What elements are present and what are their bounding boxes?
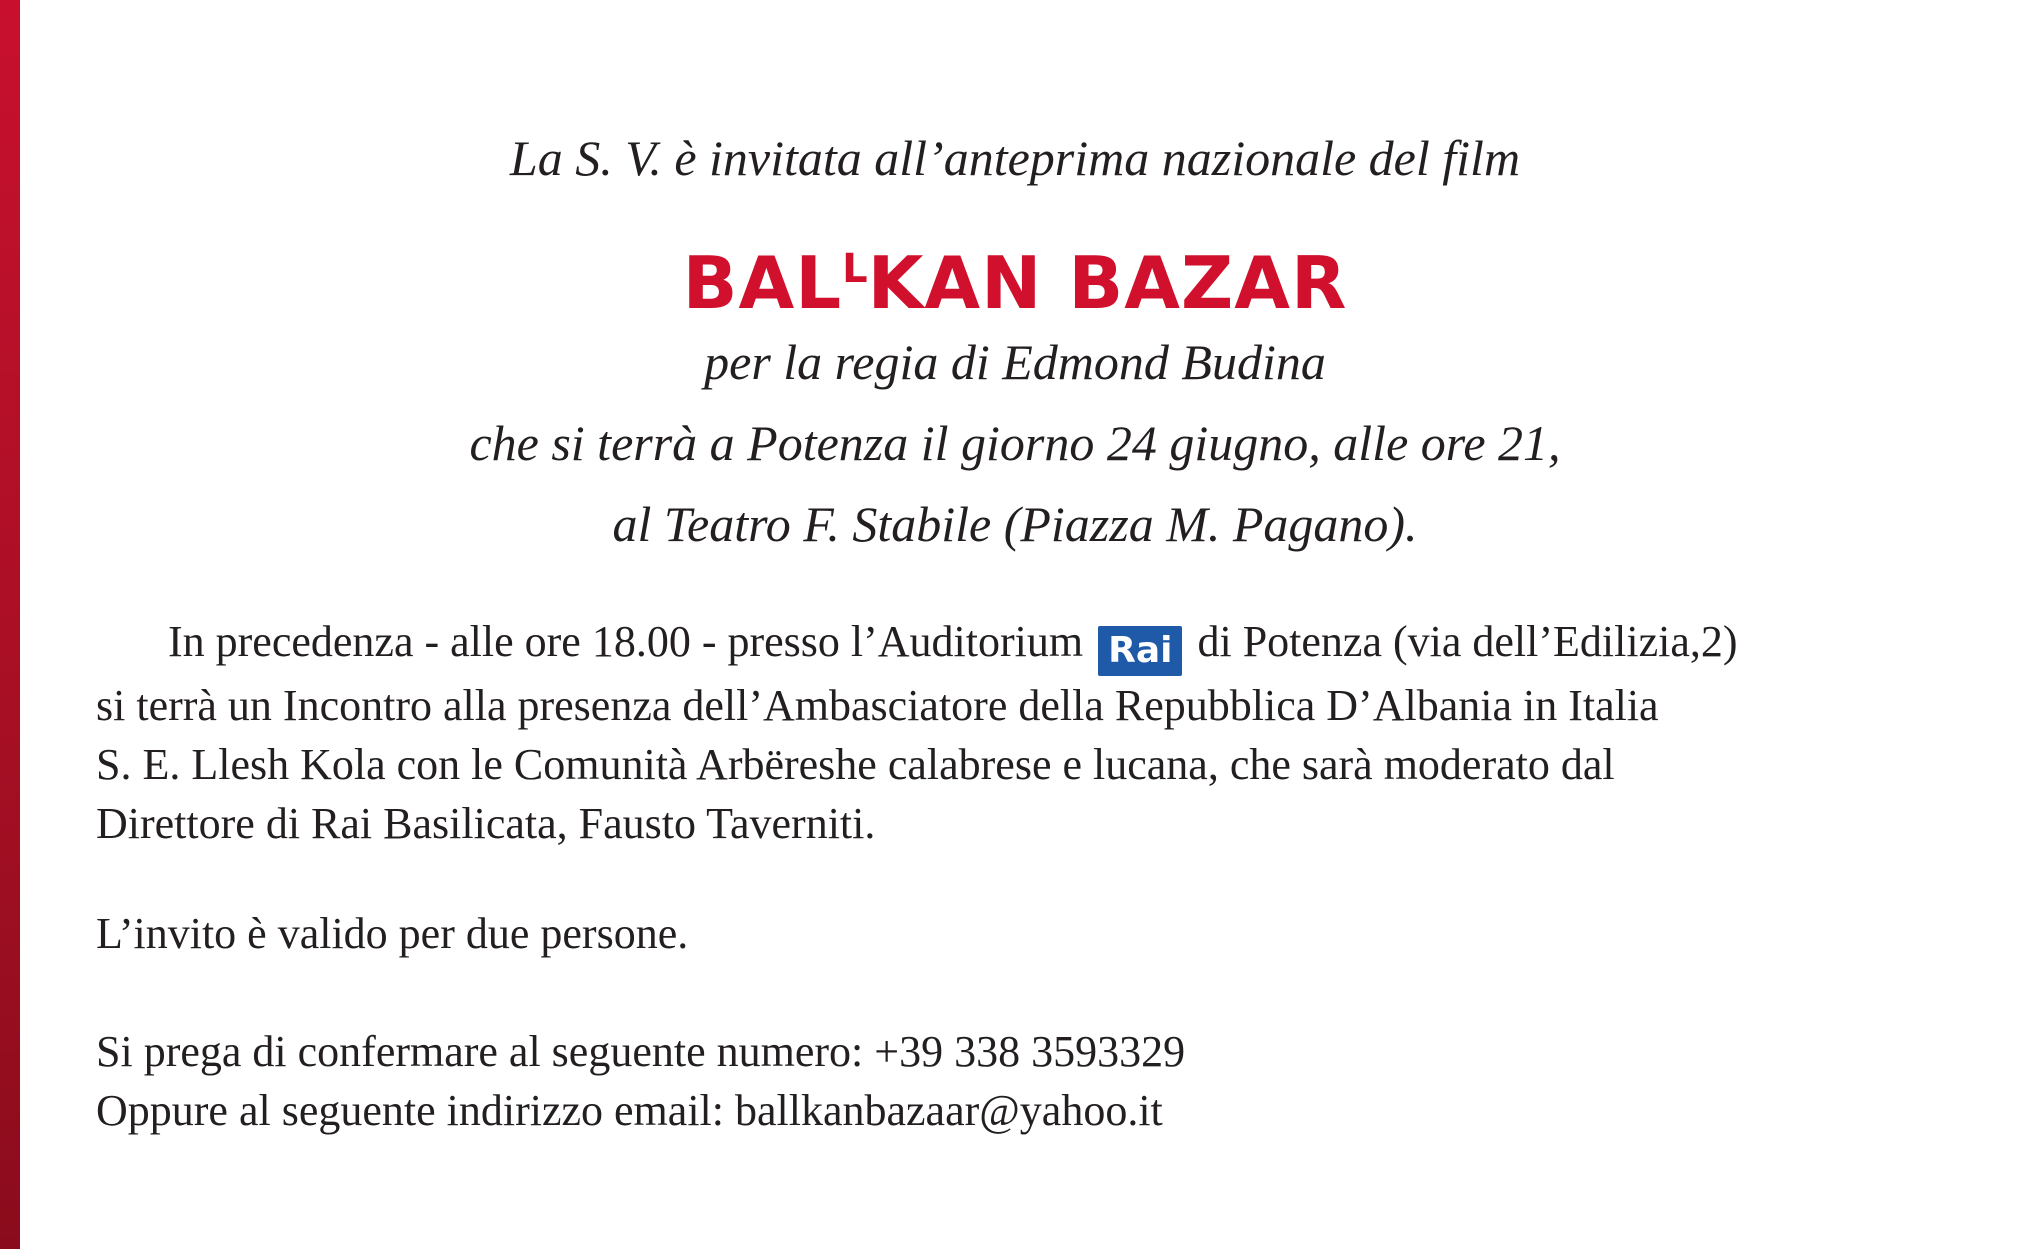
film-title-small-l: L	[842, 246, 868, 292]
date-line: che si terrà a Potenza il giorno 24 giugno, alle ore 21,	[469, 415, 1561, 471]
details-line-3: S. E. Llesh Kola con le Comunità Arbëreshe calabrese e lucana, che sarà moderato dal	[96, 740, 1615, 789]
details-line-1	[96, 612, 1976, 676]
details-line-4: Direttore di Rai Basilicata, Fausto Taverniti.	[96, 799, 876, 848]
rai-logo: Rai	[1098, 626, 1182, 676]
contact-block	[96, 1022, 1976, 1140]
validity-note: L’invito è valido per due persone.	[96, 909, 689, 958]
film-title-part1: BAL	[682, 241, 843, 325]
invitation-intro: La S. V. è invitata all’anteprima nazionale del film	[509, 130, 1521, 186]
film-title-part2: KAN BAZAR	[867, 241, 1348, 325]
details-paragraph	[96, 612, 1976, 853]
venue-line: al Teatro F. Stabile (Piazza M. Pagano).	[612, 496, 1418, 552]
film-title	[0, 224, 2030, 328]
details-line-2: si terrà un Incontro alla presenza dell’Ambasciatore della Repubblica D’Albania in Italia	[96, 681, 1659, 730]
details-line-1-after: di Potenza (via dell’Edilizia,2)	[1197, 617, 1738, 666]
email-line: Oppure al seguente indirizzo email: ballkanbazaar@yahoo.it	[96, 1086, 1163, 1135]
details-line-1-before: In precedenza - alle ore 18.00 - presso l’Auditorium	[168, 617, 1084, 666]
director-line: per la regia di Edmond Budina	[704, 334, 1326, 390]
phone-line: Si prega di confermare al seguente numero: +39 338 3593329	[96, 1027, 1186, 1076]
